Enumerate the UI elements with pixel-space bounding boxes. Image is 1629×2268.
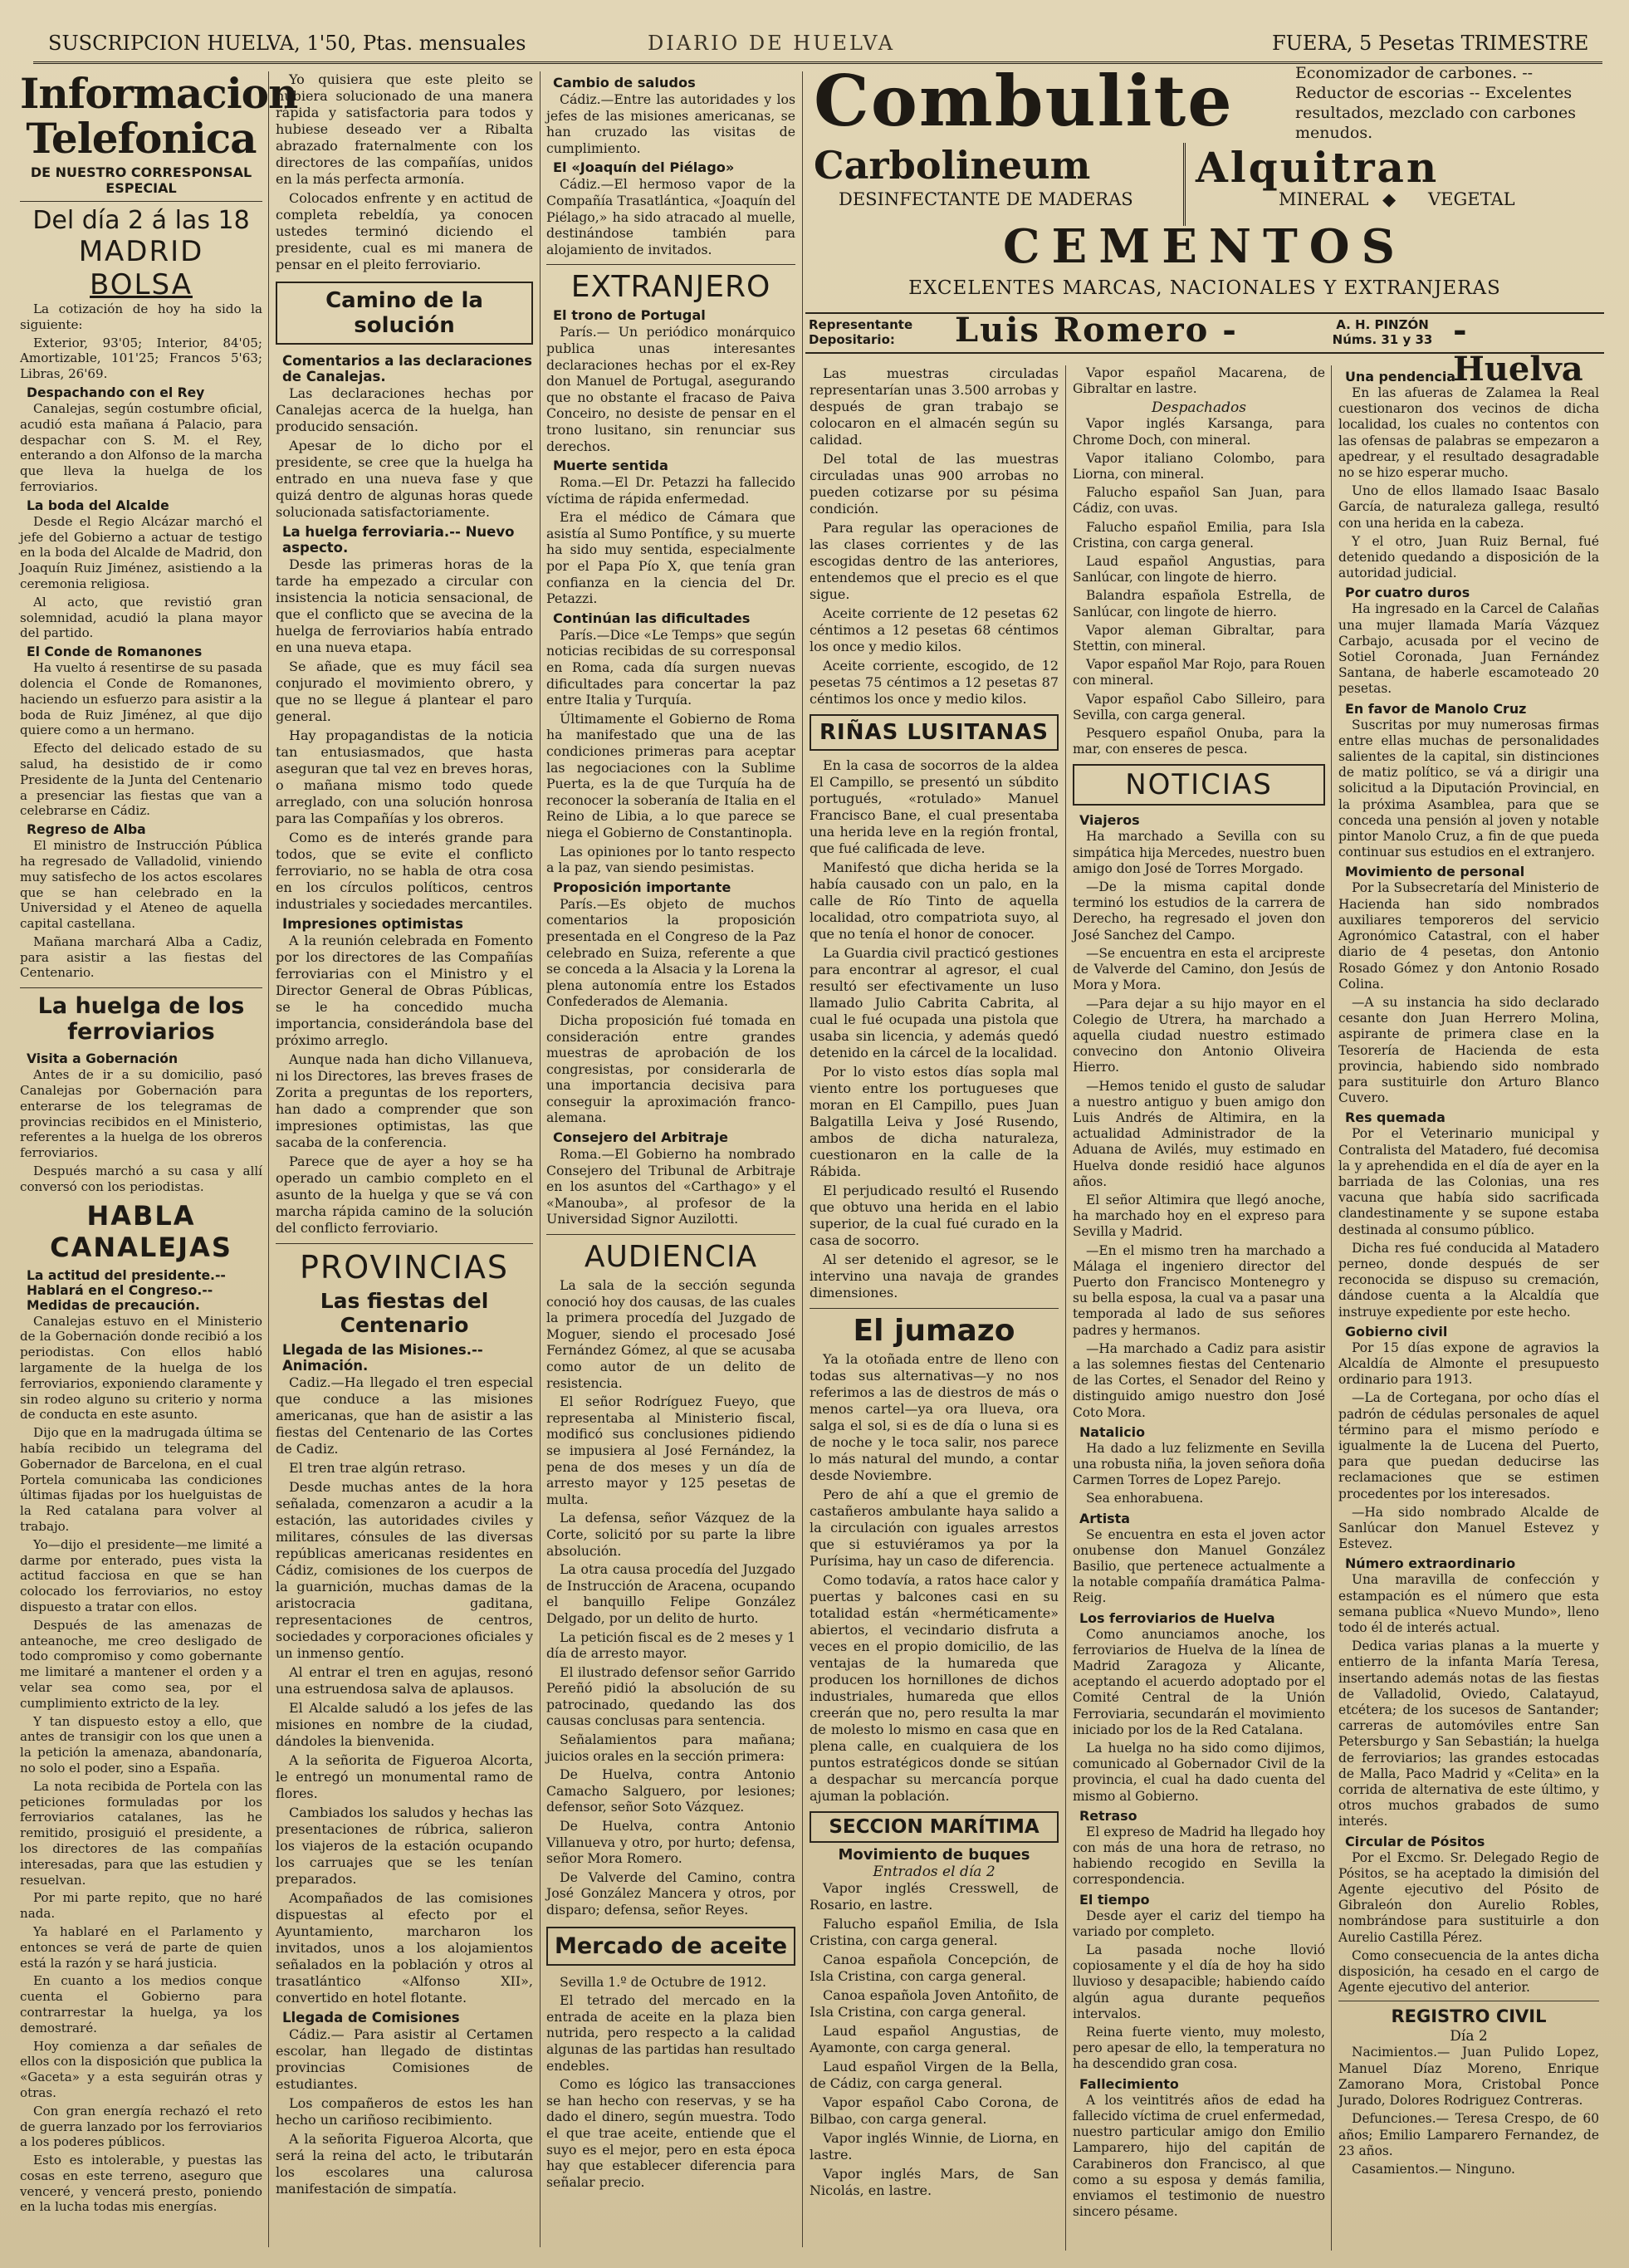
paragraph: Por la Subsecretaría del Ministerio de Hacienda han sido nombrados auxiliares temporeros del servicio Agronómico Catastral, con el haber diario de 4 pesetas, don Antonio Rosado Gómez y don Antonio Rosado Colina. — [1338, 880, 1599, 992]
paragraph: A la reunión celebrada en Fomento por los directores de las Compañías ferroviarias con el Ministro y el Director General de Obras Públicas, se le ha concedido mucha importancia, considerándola base del próximo arreglo. — [276, 933, 533, 1048]
column-5 — [1073, 365, 1325, 2251]
paragraph: Cambiados los saludos y hechas las presentaciones de rúbrica, salieron los viajeros de la estación ocupando los carruajes que se les tenían preparados. — [276, 1805, 533, 1887]
paragraph: Del total de las muestras circuladas unas 900 arrobas no pueden cotizarse por su pésima condición. — [810, 451, 1059, 517]
column-4 — [810, 365, 1059, 2251]
subheading: La boda del Alcalde — [27, 497, 169, 513]
paragraph: Desde las primeras horas de la tarde ha empezado a circular con insistencia la noticia sensacional, de que el conflicto que se avecina de la huelga de ferroviarios había entrado en una nueva etapa. — [276, 556, 533, 655]
paragraph: Yo quisiera que este pleito se hubiera solucionado de una manera rápida y satisfactoria para todos y hubiese deseado ver a Ribalta abrazado fraternalmente con los directores de las compañías, unidos en la más perfecta armonía. — [276, 71, 533, 187]
paragraph: Y el otro, Juan Ruiz Bernal, fué detenido quedando a disposición de la autoridad judicial. — [1338, 533, 1599, 581]
paragraph: A la señorita Figueroa Alcorta, que será la reina del acto, le tributarán los escolares una calurosa manifestación de simpatía. — [276, 2131, 533, 2197]
ship-entry: Falucho español Emilia, para Isla Cristina, con carga general. — [1073, 519, 1325, 551]
paragraph: El tren trae algún retraso. — [289, 1460, 466, 1476]
paragraph: Al entrar el tren en agujas, resonó una estruendosa salva de aplausos. — [276, 1664, 533, 1697]
ship-entry: Balandra española Estrella, de Sanlúcar, con lingote de hierro. — [1073, 588, 1325, 620]
subheading: Regreso de Alba — [27, 822, 146, 838]
paragraph: Canalejas, según costumbre oficial, acudió esta mañana á Palacio, para despachar con S. M. el Rey, enterando a don Alfonso de la marcha que lleva la huelga de los ferroviarios. — [20, 400, 262, 494]
paragraph: Cadiz.—Ha llegado el tren especial que conduce a las misiones americanas, que han de asistir a las fiestas del Centenario de las Cortes de Cadiz. — [276, 1374, 533, 1457]
ship-entry: Laud español Angustias, de Ayamonte, con carga general. — [810, 2023, 1059, 2055]
paragraph: Manifestó que dicha herida se la había causado con un palo, en la calle de Río Tinto de aquella localidad, otro compatriota suyo, al que no tenía el honor de conocer. — [810, 860, 1059, 942]
provincias-title: PROVINCIAS — [276, 1243, 533, 1286]
ship-entry: Vapor inglés Mars, de San Nicolás, en lastre. — [810, 2166, 1059, 2198]
paragraph: Reina fuerte viento, muy molesto, pero apesar de ello, la temperatura no ha descendido gran cosa. — [1073, 2025, 1325, 2072]
subheading: Comentarios a las declaraciones de Canalejas. — [282, 353, 532, 385]
paragraph: El ministro de Instrucción Pública ha regresado de Valladolid, viniendo muy satisfecho de los actos escolares que se han celebrado en la Universidad y el Ateneo de aquella capital castellana. — [20, 838, 262, 932]
paragraph: La cotización de hoy ha sido la siguiente: — [20, 301, 262, 332]
paragraph: —Ha marchado a Cadiz para asistir a las solemnes fiestas del Centenario de las Cortes, el Senador del Reino y distinguido amigo nuestro don José Coto Mora. — [1073, 1340, 1325, 1420]
paragraph: Como consecuencia de la antes dicha disposición, ha cesado en el cargo de Agente ejecutivo del anterior. — [1338, 1947, 1599, 1996]
registro-civil-title: REGISTRO CIVIL — [1338, 2001, 1599, 2026]
ship-entry: Falucho español Emilia, de Isla Cristina, con carga general. — [810, 1916, 1059, 1948]
paragraph: —A su instancia ha sido declarado cesante don Juan Herrero Molina, aspirante de primera clase en la Tesorería de Hacienda de esta provincia, habiendo sido nombrado para sustituirle don Arturo Blanco Cuvero. — [1338, 994, 1599, 1106]
subheading: Despachando con el Rey — [27, 385, 205, 400]
camino-title: Camino de la solución — [276, 282, 533, 345]
paragraph: En cuanto a los medios conque cuenta el Gobierno para contrarrestar la huelga, ya los demostraré. — [20, 1973, 262, 2035]
subheading: Gobierno civil — [1345, 1323, 1448, 1340]
ship-entry: Canoa española Concepción, de Isla Cristina, con carga general. — [810, 1952, 1059, 1984]
subheading: La actitud del presidente.-- Hablará en el Congreso.-- Medidas de precaución. — [27, 1267, 226, 1313]
paragraph: Como es lógico las transacciones se han hecho con reservas, y se ha dado el dinero, según muestra. Todo el que trae aceite, entiende que el suyo es el mejor, pero en esta época hay que establecer diferencia para señalar precio. — [546, 2076, 795, 2190]
article-body — [810, 1351, 1059, 1805]
paragraph: —Ha sido nombrado Alcalde de Sanlúcar don Manuel Estevez y Estevez. — [1338, 1504, 1599, 1552]
ship-list — [1073, 365, 1325, 397]
subheading: Los ferroviarios de Huelva — [1079, 1609, 1275, 1626]
paragraph: La sala de la sección segunda conoció hoy dos causas, de las cuales la primera procedía del Juzgado de Moguer, siendo el procesado José Fernández Gómez, al que se acusaba como autor de un delito de resistencia. — [546, 1277, 795, 1391]
paragraph: Desde muchas antes de la hora señalada, comenzaron a acudir a la estación, las autoridades civiles y militares, cónsules de las diversas repúblicas americanas residentes en Cádiz, comisiones de los cuerpos de la guarnición, muchas damas de la aristocracia gaditana, representaciones de centros, sociedades y corporaciones oficiales y un inmenso gentío. — [276, 1479, 533, 1661]
subheading: Número extraordinario — [1345, 1555, 1516, 1572]
noticias-title: NOTICIAS — [1073, 764, 1325, 806]
paragraph: Ha marchado a Sevilla con su simpática hija Mercedes, nuestro buen amigo don José de Torres Morgado. — [1073, 829, 1325, 876]
paragraph: Por lo visto estos días sopla mal viento entre los portugueses que moran en El Campillo, pues Juan Balgatilla Leiva y José Rusendo, ambos de dicha naturaleza, cuestionaron en la calle de la Rábida. — [810, 1064, 1059, 1179]
paragraph: Se encuentra en esta el joven actor onubense don Manuel González Basilio, que pertenece actualmente a la notable compañía dramática Palma-Reig. — [1073, 1526, 1325, 1606]
paragraph: Casamientos.— Ninguno. — [1352, 2161, 1515, 2177]
paragraph: Al ser detenido el agresor, se le intervino una navaja de grandes dimensiones. — [810, 1252, 1059, 1301]
paragraph: Ha dado a luz felizmente en Sevilla una robusta niña, la joven señora doña Carmen Torres de Lopez Parejo. — [1073, 1440, 1325, 1488]
subheading: La huelga ferroviaria.-- Nuevo aspecto. — [282, 524, 515, 556]
paragraph: La otra causa procedía del Juzgado de Instrucción de Aracena, ocupando el banquillo Felipe González Delgado, por un delito de hurto. — [546, 1561, 795, 1626]
paragraph: El expreso de Madrid ha llegado hoy con más de una hora de retraso, no habiendo recogido en Sevilla la correspondencia. — [1073, 1824, 1325, 1888]
paragraph: Por mi parte repito, que no haré nada. — [20, 1890, 262, 1922]
subheading: El «Joaquín del Piélago» — [553, 159, 735, 176]
article-body — [20, 1268, 262, 2216]
paragraph: A la señorita de Figueroa Alcorta, le entregó un monumental ramo de flores. — [276, 1752, 533, 1801]
subheading: Impresiones optimistas — [282, 916, 463, 932]
article-body — [1338, 369, 1599, 1996]
paragraph: Mañana marchará Alba a Cadiz, para asistir a las fiestas del Centenario. — [20, 933, 262, 981]
paragraph: Los compañeros de estos les han hecho un cariñoso recibimiento. — [276, 2095, 533, 2128]
habla-canalejas-title: HABLA CANALEJAS — [50, 1199, 232, 1263]
paragraph: La nota recibida de Portela con las peticiones formuladas por los ferroviarios catalanes, las he remitido, prosiguió el presidente, a los directores de las compañías interesadas, para que las estudien y resuelvan. — [20, 1778, 262, 1888]
ship-entry: Vapor español Macarena, de Gibraltar en lastre. — [1073, 365, 1325, 397]
ship-list — [810, 1880, 1059, 2199]
paragraph: Parece que de ayer a hoy se ha operado un cambio completo en el asunto de la huelga y que se vá con marcha rápida camino de la solución del conflicto ferroviario. — [276, 1154, 533, 1236]
column-6 — [1338, 365, 1599, 2251]
paragraph: Aunque nada han dicho Villanueva, ni los Directores, las breves frases de Zorita a preguntas de los reporters, han dado a comprender que son impresiones optimistas, las que sacaba de la conferencia. — [276, 1051, 533, 1150]
paragraph: Una maravilla de confección y estampación es el número que esta semana publica «Nuevo Mundo», lleno todo él de interés actual. — [1338, 1572, 1599, 1636]
paragraph: Roma.—El Gobierno ha nombrado Consejero del Tribunal de Arbitraje en los asuntos del «Carthago» y el «Manouba», al profesor de la Universidad Signor Auzilotti. — [546, 1146, 795, 1227]
ship-entry: Vapor italiano Colombo, para Liorna, con mineral. — [1073, 450, 1325, 483]
subheading: En favor de Manolo Cruz — [1345, 700, 1527, 717]
bolsa-heading: BOLSA — [90, 268, 193, 301]
subheading: Consejero del Arbitraje — [553, 1129, 728, 1146]
subheading: Llegada de Comisiones — [282, 2010, 460, 2026]
address-text: A. H. PINZÓN Núms. 31 y 33 — [1332, 317, 1433, 347]
article-body — [546, 307, 795, 1227]
paragraph: Por el Veterinario municipal y Contralista del Matadero, fué decomisa la y aprehendida en el día de ayer en la barriada de las Colonias, una res vacuna que había sido sacrificada clandestinamente y se supone estaba destinada al consumo público. — [1338, 1126, 1599, 1237]
paragraph: De Huelva, contra Antonio Villanueva y otro, por hurto; defensa, señor Mora Romero. — [546, 1818, 795, 1867]
column-rule — [1331, 365, 1332, 2251]
paragraph: A los veintitrés años de edad ha fallecido víctima de cruel enfermedad, nuestro particular amigo don Emilio Lamparero, hijo del capitán de Carabineros don Francisco, al que como a su esposa y demás familia, enviamos el testimonio de nuestro sincero pésame. — [1073, 2092, 1325, 2220]
paragraph: El señor Altimira que llegó anoche, ha marchado hoy en el expreso para Sevilla y Madrid. — [1073, 1192, 1325, 1240]
article-body — [810, 757, 1059, 1301]
audiencia-title: AUDIENCIA — [546, 1234, 795, 1274]
paragraph: Antes de ir a su domicilio, pasó Canalejas por Gobernación para enterarse de los telegramas de provincias recibidos en el Ministerio, referentes a la huelga de los obreros ferroviarios. — [20, 1067, 262, 1161]
ad-divider — [1183, 143, 1186, 226]
article-body — [1073, 812, 1325, 2220]
carbolineum-brand: Carbolineum — [814, 143, 1091, 188]
seccion-maritima-title: SECCION MARÍTIMA — [810, 1811, 1059, 1843]
jumazo-title: El jumazo — [810, 1308, 1059, 1348]
paragraph: Dijo que en la madrugada última se había recibido un telegrama del Gobernador de Barcelona, en el cual Portela comunicaba las condiciones últimas fijadas por los huelguistas de la Red catalana para volver al trabajo. — [20, 1425, 262, 1535]
paragraph: —Se encuentra en esta el arcipreste de Valverde del Camino, don Jesús de Mora y Mora. — [1073, 945, 1325, 993]
subheading: Natalicio — [1079, 1423, 1146, 1440]
paragraph: Para regular las operaciones de las clases corrientes y de las escogidas dentro de las anteriores, entendemos que el precio es el que sigue. — [810, 520, 1059, 602]
paragraph: Hoy comienza a dar señales de ellos con la disposición que publica la «Gaceta» y a esta seguirán otras y otras. — [20, 2038, 262, 2100]
article-body — [20, 301, 262, 981]
column-3 — [546, 71, 795, 2251]
paragraph: De Huelva, contra Antonio Camacho Salguero, por lesiones; defensor, señor Soto Vázquez. — [546, 1766, 795, 1815]
paragraph: París.—Dice «Le Temps» que según noticias recibidas de su corresponsal en Roma, cada día surgen nuevas dificultades para concertar la paz entre Italia y Turquía. — [546, 626, 795, 708]
paragraph: Apesar de lo dicho por el presidente, se cree que la huelga ha entrado en una nueva fase y que quizá dentro de algunas horas quede solucionada satisfactoriamente. — [276, 438, 533, 520]
subheading: Artista — [1079, 1510, 1130, 1526]
paragraph: Sevilla 1.º de Octubre de 1912. — [560, 1973, 767, 1990]
column-rule — [268, 71, 269, 2247]
paragraph: Acompañados de las comisiones dispuestas al efecto por el Ayuntamiento, marcharon los invitados, unos a los alojamientos señalados en la población y otros al trasatlántico «Alfonso XII», convertido en hotel flotante. — [276, 1890, 533, 2006]
paragraph: Esto es intolerable, y puestas las cosas en este terreno, aseguro que venceré, y vencerá presto, poniendo en la lucha todas mis energías. — [20, 2153, 262, 2215]
subheading: Movimiento de personal — [1345, 864, 1525, 880]
paragraph: Pero de ahí a que el gremio de castañeros ambulante haya salido a la circulación con iguales arrestos que si estuviéramos ya por la Purísima, hay un caso de diferencia. — [810, 1487, 1059, 1569]
ship-entry: Vapor aleman Gibraltar, para Stettin, con mineral. — [1073, 622, 1325, 654]
paragraph: Cádiz.— Para asistir al Certamen escolar, han llegado de distintas provincias Comisiones de estudiantes. — [276, 2026, 533, 2092]
paragraph: —En el mismo tren ha marchado a Málaga el ingeniero director del Puerto don Francisco Montenegro y su bella esposa, la cual va a pasar una temporada al lado de sus señores padres y hermanos. — [1073, 1242, 1325, 1338]
subheading: Fallecimiento — [1079, 2075, 1179, 2092]
ship-entry: Vapor español Cabo Corona, de Bilbao, con carga general. — [810, 2094, 1059, 2127]
subheading: Continúan las dificultades — [553, 610, 751, 626]
paragraph: Yo—dijo el presidente—me limité a darme por enterado, pues vista la actitud facciosa en que se han colocado los ferroviarios, no estoy dispuesto a tratar con ellos. — [20, 1536, 262, 1614]
article-body — [546, 1277, 795, 1918]
paragraph: Roma.—El Dr. Petazzi ha fallecido víctima de rápida enfermedad. — [546, 474, 795, 507]
paragraph: Por 15 días expone de agravios la Alcaldía de Almonte el presupuesto ordinario para 1913. — [1338, 1340, 1599, 1388]
paragraph: El perjudicado resultó el Rusendo que obtuvo una herida en el labio superior, de la cual fué curado en la casa de socorro. — [810, 1183, 1059, 1248]
paragraph: Y tan dispuesto estoy a ello, que antes de transigir con los que unen a la petición la amenaza, abandonaría, no solo el poder, sino a España. — [20, 1713, 262, 1776]
combulite-brand: Combulite — [814, 60, 1234, 142]
section-title: Informacion Telefonica — [20, 69, 298, 163]
movimiento-heading: Movimiento de buques — [838, 1846, 1030, 1864]
huelga-title: La huelga de los ferroviarios — [20, 987, 262, 1045]
paragraph: Ya la otoñada entre de lleno con todas sus alternativas—y no nos referimos a las de diestros de más o menos cartel—ya ora llueva, ora salga el sol, si es de día o luna si es de noche y le toca salir, nos parece lo más natural del mundo, a contar desde Noviembre. — [810, 1351, 1059, 1483]
subheading: Por cuatro duros — [1345, 585, 1470, 601]
paragraph: Como es de interés grande para todos, que se evite el conflicto ferroviario, no se habla de otra cosa en los círculos políticos, centros industriales y sociedades mercantiles. — [276, 830, 533, 912]
paragraph: El tetrado del mercado en la entrada de aceite en la plaza bien nutrida, pero respecto a la calidad algunas de las partidas han resultado endebles. — [546, 1992, 795, 2074]
ship-entry: Vapor inglés Winnie, de Liorna, en lastre. — [810, 2130, 1059, 2163]
section-subtitle: DE NUESTRO CORRESPONSAL ESPECIAL — [30, 164, 252, 196]
paragraph: Desde el Regio Alcázar marchó el jefe del Gobierno a actuar de testigo en la boda del Alcalde de Madrid, don Joaquín Ruiz Jiménez, asistiendo a la ceremonia religiosa. — [20, 513, 262, 591]
paragraph: Al acto, que revistió gran solemnidad, acudió la plana mayor del partido. — [20, 594, 262, 641]
fiestas-title: Las fiestas del Centenario — [320, 1289, 489, 1337]
paragraph: Colocados enfrente y en actitud de completa rebeldía, ya conocen ustedes terminó diciendo el presidente, cual es mi manera de pensar en el pleito ferroviario. — [276, 190, 533, 272]
subheading: Viajeros — [1079, 812, 1140, 829]
article-body — [810, 365, 1059, 708]
paragraph: Dedica varias planas a la muerte y entierro de la infanta María Teresa, insertando además notas de las fiestas de Valladolid, Oviedo, Calatayud, etcétera; de los sucesos de Santander; carreras de automóviles entre San Petersburgo y San Sebastián; la huelga de ferroviarios; las grandes estocadas de Malla, Paco Madrid y «Celita» en la corrida de alternativa de este último, y otros muchos grabados de sumo interés. — [1338, 1639, 1599, 1830]
paragraph: Cádiz.—Entre las autoridades y los jefes de las misiones americanas, se han cruzado las visitas de cumplimiento. — [546, 91, 795, 156]
paragraph: Como todavía, a ratos hace calor y puertas y balcones casi en su totalidad están «herméticamente» abiertos, el vecindario disfruta a veces en el propio domicilio, de las ventajas de la humareda que producen los hornillones de dichos industriales, humareda que ellos creerán que no, pero resulta la mar de molesto lo mismo en casa que en plena calle, en cualquiera de los puntos estratégicos donde se sitúan a despachar su mercancía porque ajuman la población. — [810, 1572, 1059, 1804]
paragraph: Las opiniones por lo tanto respecto a la paz, van siendo pesimistas. — [546, 843, 795, 876]
bullet-icon: ◆ — [1382, 189, 1397, 209]
entrados-heading: Entrados el día 2 — [873, 1864, 996, 1880]
huelva-text: - Huelva — [1453, 311, 1583, 389]
paragraph: —Para dejar a su hijo mayor en el Colegio de Utrera, ha marchado a aquella ciudad nuestro estimado convecino don Antonio Oliveira Hierro. — [1073, 996, 1325, 1075]
vegetal-text: VEGETAL — [1428, 189, 1515, 209]
paragraph: En las afueras de Zalamea la Real cuestionaron dos vecinos de dicha localidad, los cuales no contentos con las ofensas de palabras se empezaron a apedrear, y el resultado desagradable no se hizo esperar mucho. — [1338, 385, 1599, 481]
ship-entry: Vapor inglés Cresswell, de Rosario, en lastre. — [810, 1880, 1059, 1913]
subheading: El tiempo — [1079, 1891, 1150, 1908]
ship-entry: Laud español Angustias, para Sanlúcar, con lingote de hierro. — [1073, 554, 1325, 585]
paragraph: Después de las amenazas de anteanoche, me creo desligado de todo compromiso y como gobernante me limitaré a mantener el orden y a velar sea como sea, por el cumplimiento extricto de la ley. — [20, 1617, 262, 1711]
paragraph: Señalamientos para mañana; juicios orales en la sección primera: — [546, 1732, 795, 1764]
column-rule — [540, 71, 541, 2247]
column-rule — [1065, 365, 1066, 2251]
mercado-title: Mercado de aceite — [546, 1927, 795, 1966]
registro-date: Día 2 — [1450, 2028, 1488, 2045]
alquitran-brand: Alquitran — [1196, 143, 1440, 192]
paragraph: Ha vuelto á resentirse de su pasada dolencia el Conde de Romanones, haciendo un esfuerzo para asistir a la boda de Ruiz Jiménez, al que dijo quiere como a un hermano. — [20, 660, 262, 738]
subheading: Retraso — [1079, 1807, 1137, 1824]
paragraph: El Alcalde saludó a los jefes de las misiones en nombre de la ciudad, dándoles la bienvenida. — [276, 1700, 533, 1749]
paragraph: Dicha res fué conducida al Matadero perneo, donde después de ser reconocida se dispuso su cremación, dándose cuenta a la Alcaldía que instruye expediente por este hecho. — [1338, 1240, 1599, 1320]
subscription-outside: FUERA, 5 Pesetas TRIMESTRE — [1272, 32, 1589, 55]
column-1 — [20, 69, 298, 2251]
paragraph: —Hemos tenido el gusto de saludar a nuestro antiguo y buen amigo don Luis Andrés de Altimira, en la actualidad Administrador de la Aduana de Avilés, muy estimado en Huelva donde residió hace algunos años. — [1073, 1078, 1325, 1189]
ship-entry: Pesquero español Onuba, para la mar, con enseres de pesca. — [1073, 726, 1325, 757]
article-body — [276, 71, 533, 273]
subheading: Circular de Pósitos — [1345, 1833, 1485, 1849]
paragraph: Hay propagandistas de la noticia tan entusiasmados, que hasta aseguran que tal vez en breves horas, o mañana mismo todo quede arreglado, con una solución honrosa para las Compañías y los obreros. — [276, 727, 533, 826]
paragraph: El ilustrado defensor señor Garrido Pereñó pidió la absolución de su patrocinado, quedando las dos causas conclusas para sentencia. — [546, 1663, 795, 1729]
paragraph: Exterior, 93'05; Interior, 84'05; Amortizable, 101'25; Francos 5'63; Libras, 26'69. — [20, 335, 262, 382]
paragraph: Cádiz.—El hermoso vapor de la Compañía Trasatlántica, «Joaquín del Piélago,» ha sido atracado al muelle, destinándose también para alojamiento de invitados. — [546, 176, 795, 257]
paragraph: Suscritas por muy numerosas firmas entre ellas muchas de personalidades salientes de la capital, sin distinciones de matiz político, se vá a dirigir una solicitud a la Diputación Provincial, en la próxima Asamblea, para que se conceda una pensión al joven y notable pintor Manolo Cruz, a fin de que pueda continuar sus estudios en el extranjero. — [1338, 717, 1599, 860]
paragraph: Por el Excmo. Sr. Delegado Regio de Pósitos, se ha aceptado la dimisión del Agente ejecutivo del Pósito de Gibraleón don Aurelio Robles, nombrándose para sustituirle a don Aurelio Castilla Pérez. — [1338, 1849, 1599, 1945]
representante-label: Representante Depositario: — [809, 317, 913, 347]
paragraph: París.—Es objeto de muchos comentarios la proposición presentada en el Congreso de la Paz celebrado en Suiza, referente a que se conceda a la Alsacia y la Lorena la plena autonomía entre los Estados Confederados de Alemania. — [546, 895, 795, 1010]
paragraph: La defensa, señor Vázquez de la Corte, solicitó por su parte la libre absolución. — [546, 1510, 795, 1559]
paragraph: De Valverde del Camino, contra José González Mancera y otros, por disparo; defensa, señor Reyes. — [546, 1869, 795, 1918]
subheading: Proposición importante — [553, 879, 731, 895]
subheading: El Conde de Romanones — [27, 644, 203, 660]
article-body — [276, 1342, 533, 2197]
desinfectante-text: DESINFECTANTE DE MADERAS — [839, 189, 1133, 209]
paragraph: Aceite corriente, escogido, de 12 pesetas 75 céntimos a 12 pesetas 87 céntimos los once y medio kilos. — [810, 658, 1059, 707]
subheading: Visita a Gobernación — [27, 1051, 179, 1067]
subheading: El trono de Portugal — [553, 307, 706, 324]
paragraph: El señor Rodríguez Fueyo, que representaba al Ministerio fiscal, modificó sus conclusiones pidiendo se impusiera al José Fernández, la pena de dos meses y un día de arresto mayor y 125 pesetas de multa. — [546, 1394, 795, 1507]
paragraph: La pasada noche llovió copiosamente y el día de hoy ha sido lluvioso y desapacible; habiendo caído algún agua durante pequeños intervalos. — [1073, 1942, 1325, 2021]
ship-entry: Vapor español Mar Rojo, para Rouen con mineral. — [1073, 657, 1325, 688]
paragraph: La Guardia civil practicó gestiones para encontrar al agresor, el cual resultó ser efectivamente un luso llamado Julio Cabrita Cabrita, al cual le fué ocupada una pistola que usaba sin licencia, y además quedó detenido en la cárcel de la localidad. — [810, 945, 1059, 1061]
paragraph: Las muestras circuladas representarían unas 3.500 arrobas y después de gran trabajo se colocaron en el almacén según su calidad. — [810, 365, 1059, 448]
subheading: Res quemada — [1345, 1110, 1446, 1126]
article-body — [546, 1974, 795, 2191]
paragraph: Sea enhorabuena. — [1086, 1491, 1204, 1506]
ship-entry: Canoa española Joven Antoñito, de Isla Cristina, con carga general. — [810, 1987, 1059, 2020]
cementos-brand: CEMENTOS — [1002, 219, 1406, 274]
paragraph: Era el médico de Cámara que asistía al Sumo Pontífice, y su muerte ha sido muy sentida, especialmente por el Papa Pío X, que tenía gran confianza en la ciencia del Dr. Petazzi. — [546, 509, 795, 607]
marcas-text: EXCELENTES MARCAS, NACIONALES Y EXTRANJERAS — [908, 277, 1501, 299]
paragraph: La huelga no ha sido como dijimos, comunicado al Gobernador Civil de la provincia, el cual ha dado cuenta del mismo al Gobierno. — [1073, 1741, 1325, 1804]
subheading: Muerte sentida — [553, 458, 668, 474]
economizador-text: Economizador de carbones. -- Reductor de escorias -- Excelentes resultados, mezclado con carbones menudos. — [1295, 64, 1576, 142]
paragraph: Después marchó a su casa y allí conversó con los periodistas. — [20, 1163, 262, 1194]
paragraph: Con gran energía rechazó el reto de guerra lanzado por los ferroviarios a los poderes públicos. — [20, 2103, 262, 2150]
ship-entry: Laud español Virgen de la Bella, de Cádiz, con carga general. — [810, 2059, 1059, 2091]
article-body — [20, 1051, 262, 1194]
paragraph: Las declaraciones hechas por Canalejas acerca de la huelga, han producido sensación. — [276, 385, 533, 434]
luis-romero-name: Luis Romero - — [955, 311, 1238, 350]
ship-entry: Falucho español San Juan, para Cádiz, con uvas. — [1073, 485, 1325, 517]
paragraph: Como anunciamos anoche, los ferroviarios de Huelva de la línea de Madrid Zaragoza y Alicante, aceptando el acuerdo adoptado por el Comité Central de la Unión Ferroviaria, secundarán el movimiento iniciado por los de la Red Catalana. — [1073, 1626, 1325, 1737]
paragraph: Aceite corriente de 12 pesetas 62 céntimos a 12 pesetas 68 céntimos los once y medio kilos. — [810, 605, 1059, 654]
paragraph: Nacimientos.— Juan Pulido Lopez, Manuel Díaz Moreno, Enrique Zamorano Mora, Cristobal Ponce Jurado, Dolores Rodriguez Contreras. — [1338, 2045, 1599, 2109]
subscription-huelva: SUSCRIPCION HUELVA, 1'50, Ptas. mensuales — [48, 32, 526, 55]
ship-entry: Vapor español Cabo Silleiro, para Sevilla, con carga general. — [1073, 691, 1325, 723]
paragraph: Últimamente el Gobierno de Roma ha manifestado que una de las condiciones primeras para aceptar las negociaciones con la Sublime Puerta, es la de que Turquía ha de reconocer la soberanía de Italia en el Reino de Libia, a lo que parece se niega el Gobierno de Constantinopla. — [546, 710, 795, 840]
paragraph: Se añade, que es muy fácil sea conjurado el movimiento obrero, y que no se llegue á plantear el paro general. — [276, 659, 533, 724]
paragraph: La petición fiscal es de 2 meses y 1 día de arresto mayor. — [546, 1629, 795, 1662]
extranjero-title: EXTRANJERO — [546, 264, 795, 304]
column-rule — [802, 71, 803, 2247]
paragraph: —La de Cortegana, por ocho días el padrón de cédulas personales de aquel término para el mismo período e igualmente la de Lucena del Puerto, para que puedan deducirse las reclamaciones que se estimen procedentes por los interesados. — [1338, 1390, 1599, 1501]
article-body — [546, 75, 795, 257]
paragraph: Ha ingresado en la Carcel de Calañas una mujer llamada María Vázquez Carbajo, acusada por el vecino de Sotiel Coronada, Juan Fernández Santana, de haberle escamoteado 20 pesetas. — [1338, 601, 1599, 697]
paragraph: Canalejas estuvo en el Ministerio de la Gobernación donde recibió a los periodistas. Con ellos habló largamente de la huelga de los ferroviarios, exponiendo claramente y sin rodeo alguno su criterio y norma de conducta en este asunto. — [20, 1313, 262, 1423]
paragraph: Defunciones.— Teresa Crespo, de 60 años; Emilio Lamparero Fernandez, de 23 años. — [1338, 2111, 1599, 2158]
rinas-title: RIÑAS LUSITANAS — [810, 714, 1059, 751]
ship-list — [1073, 416, 1325, 757]
mineral-text: MINERAL — [1279, 189, 1369, 209]
paragraph: Desde ayer el cariz del tiempo ha variado por completo. — [1073, 1908, 1325, 1939]
newspaper-name: DIARIO DE HUELVA — [648, 32, 896, 55]
article-body — [1338, 2045, 1599, 2177]
column-2 — [276, 71, 533, 2251]
subheading: Cambio de saludos — [553, 75, 696, 91]
dates-heading: Del día 2 á las 18 — [32, 206, 250, 235]
ship-entry: Vapor inglés Karsanga, para Chrome Doch, con mineral. — [1073, 416, 1325, 448]
masthead — [33, 25, 1602, 64]
paragraph: En la casa de socorros de la aldea El Campillo, se presentó un súbdito portugués, «rotulado» Manuel Francisco Bane, el cual presentaba una herida leve en la región frontal, que fué calificada de leve. — [810, 757, 1059, 856]
paragraph: —De la misma capital donde terminó los estudios de la carrera de Derecho, ha regresado el joven don José Sanchez del Campo. — [1073, 879, 1325, 943]
despachados-heading: Despachados — [1152, 399, 1246, 417]
paragraph: Efecto del delicado estado de su salud, ha desistido de ir como Presidente de la Junta del Centenario a presenciar las fiestas que van a celebrarse en Cádiz. — [20, 741, 262, 819]
city-heading: MADRID — [78, 235, 204, 268]
paragraph: Ya hablaré en el Parlamento y entonces se verá de parte de quien está la razón y se hará justicia. — [20, 1923, 262, 1971]
subheading: Una pendencia — [1345, 369, 1455, 385]
paragraph: Dicha proposición fué tomada en consideración entre grandes muestras de aprobación de los congresistas, por considerarla de una importancia decisiva para conseguir la aproximación franco-alemana. — [546, 1012, 795, 1126]
paragraph: París.— Un periódico monárquico publica unas interesantes declaraciones hechas por el ex-Rey don Manuel de Portugal, asegurando que no obstante el fracaso de Paiva Conceiro, no desiste de pensar en el trono lusitano, sin renunciar sus derechos. — [546, 324, 795, 454]
paragraph: Uno de ellos llamado Isaac Basalo García, de naturaleza gallega, resultó con una herida en la cabeza. — [1338, 483, 1599, 531]
subheading: Llegada de las Misiones.-- Animación. — [282, 1342, 483, 1374]
article-body — [276, 353, 533, 1237]
